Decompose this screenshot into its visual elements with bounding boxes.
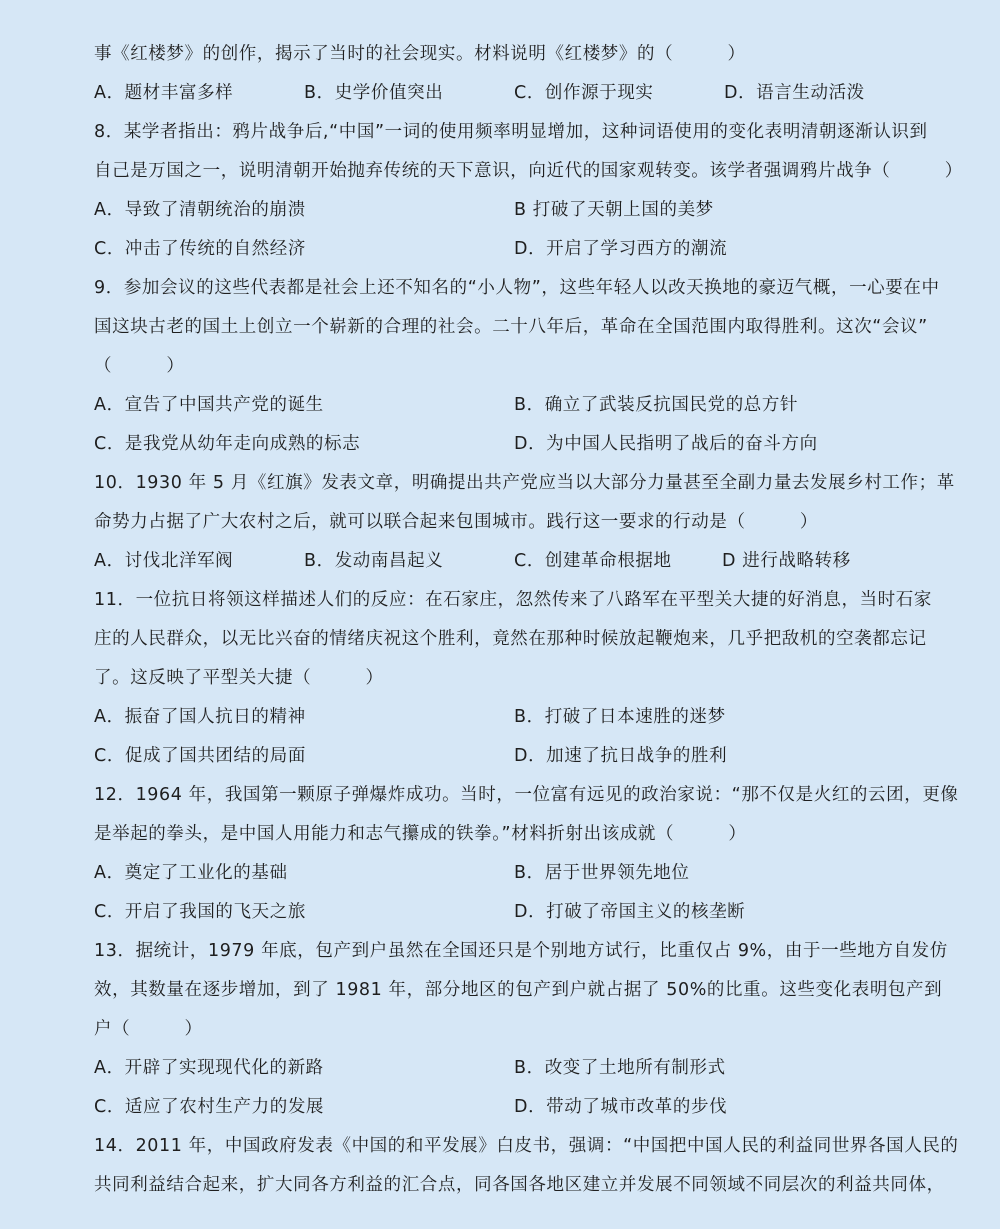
question-8-text-line: 8．某学者指出：鸦片战争后,“中国”一词的使用频率明显增加，这种词语使用的变化表明清朝逐渐认识到 (94, 122, 928, 142)
option-b: B．打破了日本速胜的迷梦 (514, 707, 726, 727)
question-9-answer-blank: （ ） (94, 356, 185, 376)
option-d: D．打破了帝国主义的核垄断 (514, 902, 746, 922)
question-7-options (94, 83, 934, 103)
question-11-text-line: 庄的人民群众，以无比兴奋的情绪庆祝这个胜利，竟然在那种时候放起鞭炮来，几乎把敌机的空袭都忘记 (94, 629, 927, 649)
option-c: C．促成了国共团结的局面 (94, 746, 306, 766)
option-a: A．开辟了实现现代化的新路 (94, 1058, 324, 1078)
option-c: C．适应了农村生产力的发展 (94, 1097, 325, 1117)
option-a: A．讨伐北洋军阀 (94, 551, 234, 571)
question-12-text-line: 是举起的拳头，是中国人用能力和志气攥成的铁拳。”材料折射出该成就（ ） (94, 824, 747, 844)
question-11-text-line: 11．一位抗日将领这样描述人们的反应：在石家庄，忽然传来了八路军在平型关大捷的好消息，当时石家 (94, 590, 932, 610)
question-13-text-line: 户（ ） (94, 1019, 203, 1039)
question-11-options-row-2 (94, 746, 934, 766)
question-10-text-line: 命势力占据了广大农村之后，就可以联合起来包围城市。践行这一要求的行动是（ ） (94, 512, 818, 532)
option-b: B．改变了土地所有制形式 (514, 1058, 726, 1078)
question-9-text-line: 9．参加会议的这些代表都是社会上还不知名的“小人物”，这些年轻人以改天换地的豪迈气概，一心要在中 (94, 278, 940, 298)
option-d: D．语言生动活泼 (724, 83, 865, 103)
question-10-text-line: 10．1930 年 5 月《红旗》发表文章，明确提出共产党应当以大部分力量甚至全副力量去发展乡村工作；革 (94, 473, 955, 493)
option-d: D．带动了城市改革的步伐 (514, 1097, 728, 1117)
question-13-options-row-2 (94, 1097, 934, 1117)
option-c: C．开启了我国的飞天之旅 (94, 902, 306, 922)
question-10-options (94, 551, 934, 571)
option-d: D．加速了抗日战争的胜利 (514, 746, 728, 766)
question-12-options-row-1 (94, 863, 934, 883)
question-9-text-line: 国这块古老的国土上创立一个崭新的合理的社会。二十八年后，革命在全国范围内取得胜利。这次“会议” (94, 317, 928, 337)
option-d: D．开启了学习西方的潮流 (514, 239, 728, 259)
option-c: C．是我党从幼年走向成熟的标志 (94, 434, 361, 454)
option-d: D 进行战略转移 (722, 551, 851, 571)
question-8-options-row-1 (94, 200, 934, 220)
option-c: C．冲击了传统的自然经济 (94, 239, 306, 259)
option-a: A．导致了清朝统治的崩溃 (94, 200, 306, 220)
question-13-options-row-1 (94, 1058, 934, 1078)
option-a: A．振奋了国人抗日的精神 (94, 707, 306, 727)
question-14-text-line: 14．2011 年，中国政府发表《中国的和平发展》白皮书，强调：“中国把中国人民的利益同世界各国人民的 (94, 1136, 959, 1156)
question-11-options-row-1 (94, 707, 934, 727)
question-13-text-line: 13．据统计，1979 年底，包产到户虽然在全国还只是个别地方试行，比重仅占 9%，由于一些地方自发仿 (94, 941, 948, 961)
question-11-text-line: 了。这反映了平型关大捷（ ） (94, 668, 384, 688)
question-9-options-row-2 (94, 434, 934, 454)
question-12-options-row-2 (94, 902, 934, 922)
question-8-options-row-2 (94, 239, 934, 259)
option-b: B．居于世界领先地位 (514, 863, 690, 883)
option-b: B．史学价值突出 (304, 83, 444, 103)
question-9-options-row-1 (94, 395, 934, 415)
question-14-text-line: 共同利益结合起来，扩大同各方利益的汇合点，同各国各地区建立并发展不同领域不同层次的利益共同体， (94, 1175, 945, 1195)
option-c: C．创建革命根据地 (514, 551, 672, 571)
option-a: A．题材丰富多样 (94, 83, 234, 103)
option-a: A．宣告了中国共产党的诞生 (94, 395, 324, 415)
question-12-text-line: 12．1964 年，我国第一颗原子弹爆炸成功。当时，一位富有远见的政治家说：“那不仅是火红的云团，更像 (94, 785, 959, 805)
question-13-text-line: 效，其数量在逐步增加，到了 1981 年，部分地区的包产到户就占据了 50%的比重。这些变化表明包产到 (94, 980, 943, 1000)
question-8-text-line: 自己是万国之一，说明清朝开始抛弃传统的天下意识，向近代的国家观转变。该学者强调鸦片战争（ ） (94, 161, 963, 181)
option-c: C．创作源于现实 (514, 83, 654, 103)
question-7-text-line: 事《红楼梦》的创作，揭示了当时的社会现实。材料说明《红楼梦》的（ ） (94, 44, 746, 64)
option-b: B 打破了天朝上国的美梦 (514, 200, 714, 220)
option-a: A．奠定了工业化的基础 (94, 863, 288, 883)
option-d: D．为中国人民指明了战后的奋斗方向 (514, 434, 818, 454)
option-b: B．发动南昌起义 (304, 551, 444, 571)
option-b: B．确立了武装反抗国民党的总方针 (514, 395, 799, 415)
